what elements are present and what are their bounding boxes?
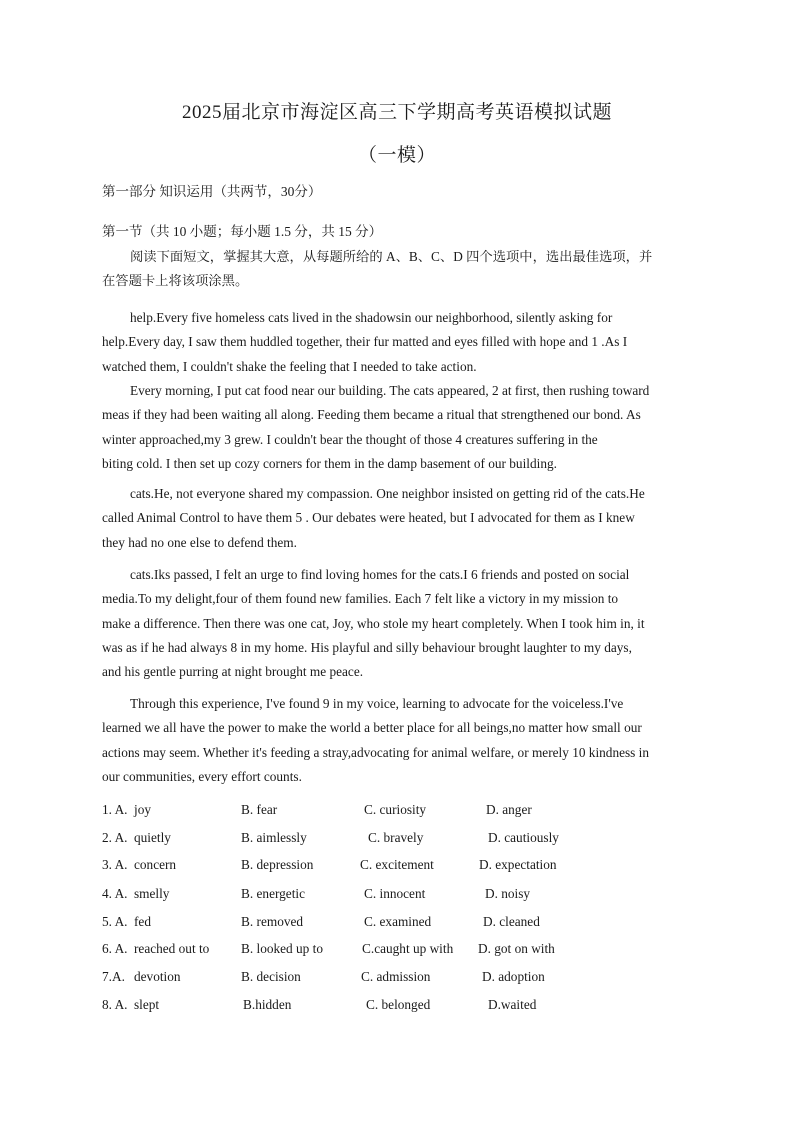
option-a[interactable]: concern bbox=[134, 857, 177, 872]
passage-paragraph bbox=[102, 306, 682, 379]
passage-line: winter approached,my 3 grew. I couldn't bear the thought of those 4 creatures suffering in the bbox=[102, 431, 598, 447]
option-a[interactable]: slept bbox=[134, 997, 160, 1012]
question-number: 8. A. bbox=[102, 997, 128, 1012]
option-c[interactable]: C. admission bbox=[361, 969, 431, 984]
passage-line: cats.Iks passed, I felt an urge to find loving homes for the cats.I 6 friends and posted on social bbox=[130, 567, 630, 582]
option-c[interactable]: C. excitement bbox=[360, 857, 434, 872]
passage-line: Through this experience, I've found 9 in my voice, learning to advocate for the voiceless.I've bbox=[130, 696, 624, 711]
option-a[interactable]: joy bbox=[134, 802, 151, 817]
passage-line: make a difference. Then there was one cat, Joy, who stole my heart completely. When I took him in, it bbox=[102, 615, 645, 631]
option-a[interactable]: reached out to bbox=[134, 941, 210, 956]
passage-line: actions may seem. Whether it's feeding a stray,advocating for animal welfare, or merely 10 kindness in bbox=[102, 744, 650, 760]
passage-paragraph bbox=[102, 563, 682, 684]
option-d[interactable]: D. cautiously bbox=[488, 830, 559, 845]
section-heading: 第一节（共 10 小题；每小题 1.5 分，共 15 分） bbox=[102, 224, 383, 239]
option-d[interactable]: D. anger bbox=[486, 802, 532, 817]
question-number: 3. A. bbox=[102, 857, 128, 872]
question-number: 7.A. bbox=[102, 969, 125, 984]
passage-line: help.Every day, I saw them huddled together, their fur matted and eyes filled with hope and 1 .As I bbox=[102, 334, 628, 350]
option-b[interactable]: B. removed bbox=[241, 914, 304, 929]
option-b[interactable]: B. decision bbox=[241, 969, 301, 984]
question-number: 5. A. bbox=[102, 914, 128, 929]
option-b[interactable]: B. looked up to bbox=[241, 941, 323, 956]
option-d[interactable]: D. expectation bbox=[479, 857, 557, 872]
part-heading: 第一部分 知识运用（共两节，30分） bbox=[102, 184, 322, 199]
option-a[interactable]: quietly bbox=[134, 830, 171, 845]
option-d[interactable]: D. cleaned bbox=[483, 914, 540, 929]
document-title: 2025届北京市海淀区高三下学期高考英语模拟试题 bbox=[181, 102, 612, 123]
option-c[interactable]: C. examined bbox=[364, 914, 432, 929]
question-number: 1. A. bbox=[102, 802, 128, 817]
passage-line: called Animal Control to have them 5 . Our debates were heated, but I advocated for them as I knew bbox=[102, 510, 635, 526]
option-c[interactable]: C. innocent bbox=[364, 886, 426, 901]
option-a[interactable]: fed bbox=[134, 914, 151, 929]
option-c[interactable]: C.caught up with bbox=[362, 941, 454, 956]
passage-line: cats.He, not everyone shared my compassion. One neighbor insisted on getting rid of the cats.He bbox=[130, 486, 645, 501]
passage-line: watched them, I couldn't shake the feeling that I needed to take action. bbox=[102, 358, 477, 374]
passage-paragraph bbox=[102, 482, 682, 555]
passage-line: our communities, every effort counts. bbox=[102, 768, 302, 784]
option-b[interactable]: B. depression bbox=[241, 857, 314, 872]
option-b[interactable]: B. energetic bbox=[241, 886, 305, 901]
option-c[interactable]: C. belonged bbox=[366, 997, 431, 1012]
passage-line: biting cold. I then set up cozy corners for them in the damp basement of our building. bbox=[102, 455, 557, 471]
option-b[interactable]: B.hidden bbox=[243, 997, 292, 1012]
option-b[interactable]: B. aimlessly bbox=[241, 830, 307, 845]
passage-line: meas if they had been waiting all along. Feeding them became a ritual that strengthened our bond. As bbox=[102, 407, 641, 423]
instructions-line: 在答题卡上将该项涂黑。 bbox=[102, 273, 249, 289]
passage-line: they had no one else to defend them. bbox=[102, 534, 297, 550]
question-number: 2. A. bbox=[102, 830, 128, 845]
passage-line: media.To my delight,four of them found new families. Each 7 felt like a victory in my mission to bbox=[102, 591, 619, 607]
question-number: 4. A. bbox=[102, 886, 128, 901]
passage-line: help.Every five homeless cats lived in the shadowsin our neighborhood, silently asking for bbox=[130, 310, 613, 325]
option-a[interactable]: devotion bbox=[134, 969, 181, 984]
option-a[interactable]: smelly bbox=[134, 886, 170, 901]
passage-line: was as if he had always 8 in my home. His playful and silly behaviour brought laughter to my days, bbox=[102, 639, 632, 655]
passage-paragraph bbox=[102, 379, 682, 476]
option-d[interactable]: D. adoption bbox=[482, 969, 545, 984]
passage-line: learned we all have the power to make the world a better place for all beings,no matter how small our bbox=[102, 720, 642, 736]
passage-paragraph bbox=[102, 692, 682, 789]
instructions-line: 阅读下面短文，掌握其大意，从每题所给的 A、B、C、D 四个选项中，选出最佳选项，并 bbox=[130, 249, 653, 264]
option-c[interactable]: C. bravely bbox=[368, 830, 424, 845]
instructions bbox=[102, 245, 682, 294]
option-d[interactable]: D. got on with bbox=[478, 941, 555, 956]
option-c[interactable]: C. curiosity bbox=[364, 802, 427, 817]
option-d[interactable]: D. noisy bbox=[485, 886, 531, 901]
passage-line: and his gentle purring at night brought me peace. bbox=[102, 664, 364, 680]
option-b[interactable]: B. fear bbox=[241, 802, 278, 817]
document-subtitle: （一模） bbox=[357, 145, 436, 166]
option-d[interactable]: D.waited bbox=[488, 997, 537, 1012]
question-number: 6. A. bbox=[102, 941, 128, 956]
passage-line: Every morning, I put cat food near our building. The cats appeared, 2 at first, then rushing toward bbox=[130, 383, 650, 398]
